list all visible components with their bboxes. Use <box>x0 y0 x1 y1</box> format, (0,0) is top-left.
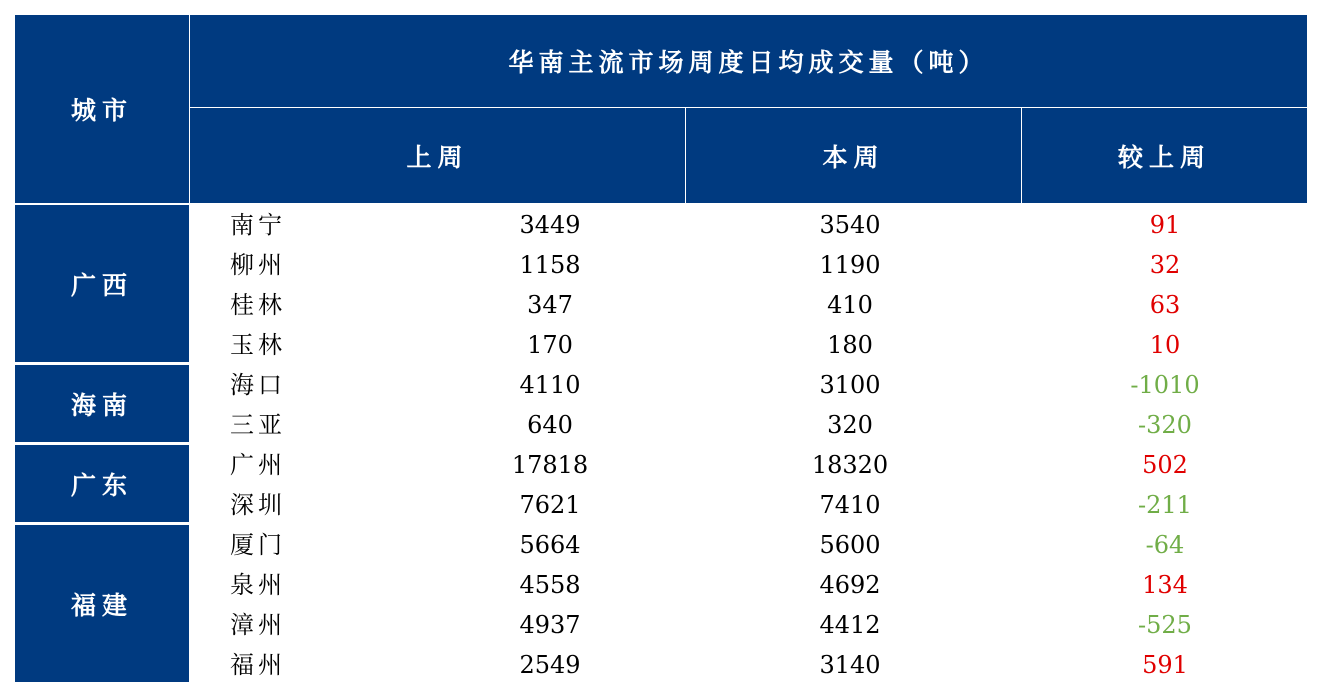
this-week-cell: 3140 <box>819 651 881 679</box>
change-cell: -211 <box>1138 491 1192 519</box>
change-cell: -320 <box>1138 411 1192 439</box>
province-label: 海南 <box>15 365 189 442</box>
this-week-cell: 7410 <box>819 491 881 519</box>
change-cell: -1010 <box>1130 371 1200 399</box>
last-week-cell: 2549 <box>519 651 581 679</box>
header-last-week: 上周 <box>190 108 685 203</box>
city-cell: 漳州 <box>230 611 286 639</box>
this-week-cell: 410 <box>827 291 873 319</box>
last-week-cell: 1158 <box>519 251 581 279</box>
this-week-cell: 4692 <box>819 571 881 599</box>
last-week-cell: 4937 <box>519 611 581 639</box>
last-week-cell: 4110 <box>519 371 581 399</box>
table-row <box>190 445 1307 485</box>
city-cell: 广州 <box>230 451 286 479</box>
city-cell: 厦门 <box>230 531 286 559</box>
table-row <box>190 485 1307 525</box>
table-row <box>190 205 1307 245</box>
this-week-cell: 180 <box>827 331 873 359</box>
change-cell: 91 <box>1149 211 1181 239</box>
last-week-cell: 17818 <box>511 451 589 479</box>
province-label: 广东 <box>15 445 189 522</box>
this-week-cell: 4412 <box>819 611 881 639</box>
table-row <box>190 645 1307 685</box>
city-cell: 泉州 <box>230 571 286 599</box>
header-region: 城市 <box>15 15 189 203</box>
table-row <box>190 405 1307 445</box>
city-cell: 玉林 <box>230 331 286 359</box>
change-cell: 32 <box>1149 251 1181 279</box>
city-cell: 桂林 <box>230 291 286 319</box>
city-cell: 三亚 <box>230 411 286 439</box>
table-row <box>190 285 1307 325</box>
this-week-cell: 3100 <box>819 371 881 399</box>
this-week-cell: 1190 <box>819 251 881 279</box>
city-cell: 福州 <box>230 651 286 679</box>
table-row <box>190 365 1307 405</box>
last-week-cell: 640 <box>527 411 573 439</box>
table-row <box>190 605 1307 645</box>
change-cell: 63 <box>1149 291 1181 319</box>
volume-table <box>15 15 1307 683</box>
change-cell: -525 <box>1138 611 1192 639</box>
change-cell: -64 <box>1145 531 1185 559</box>
last-week-cell: 7621 <box>519 491 581 519</box>
last-week-cell: 3449 <box>519 211 581 239</box>
city-cell: 南宁 <box>230 211 286 239</box>
table-row <box>190 525 1307 565</box>
table-row <box>190 245 1307 285</box>
change-cell: 502 <box>1142 451 1188 479</box>
this-week-cell: 5600 <box>819 531 881 559</box>
change-cell: 134 <box>1142 571 1188 599</box>
province-label: 广西 <box>15 205 189 362</box>
city-cell: 海口 <box>230 371 286 399</box>
header-change: 较上周 <box>1022 108 1307 203</box>
table-row <box>190 565 1307 605</box>
last-week-cell: 347 <box>527 291 573 319</box>
last-week-cell: 5664 <box>519 531 581 559</box>
table-title: 华南主流市场周度日均成交量（吨） <box>190 15 1307 107</box>
last-week-cell: 4558 <box>519 571 581 599</box>
this-week-cell: 320 <box>827 411 873 439</box>
last-week-cell: 170 <box>527 331 573 359</box>
this-week-cell: 18320 <box>811 451 889 479</box>
change-cell: 10 <box>1149 331 1181 359</box>
city-cell: 柳州 <box>230 251 286 279</box>
table-row <box>190 325 1307 365</box>
this-week-cell: 3540 <box>819 211 881 239</box>
city-cell: 深圳 <box>230 491 286 519</box>
province-label: 福建 <box>15 525 189 682</box>
header-this-week: 本周 <box>686 108 1021 203</box>
change-cell: 591 <box>1142 651 1188 679</box>
